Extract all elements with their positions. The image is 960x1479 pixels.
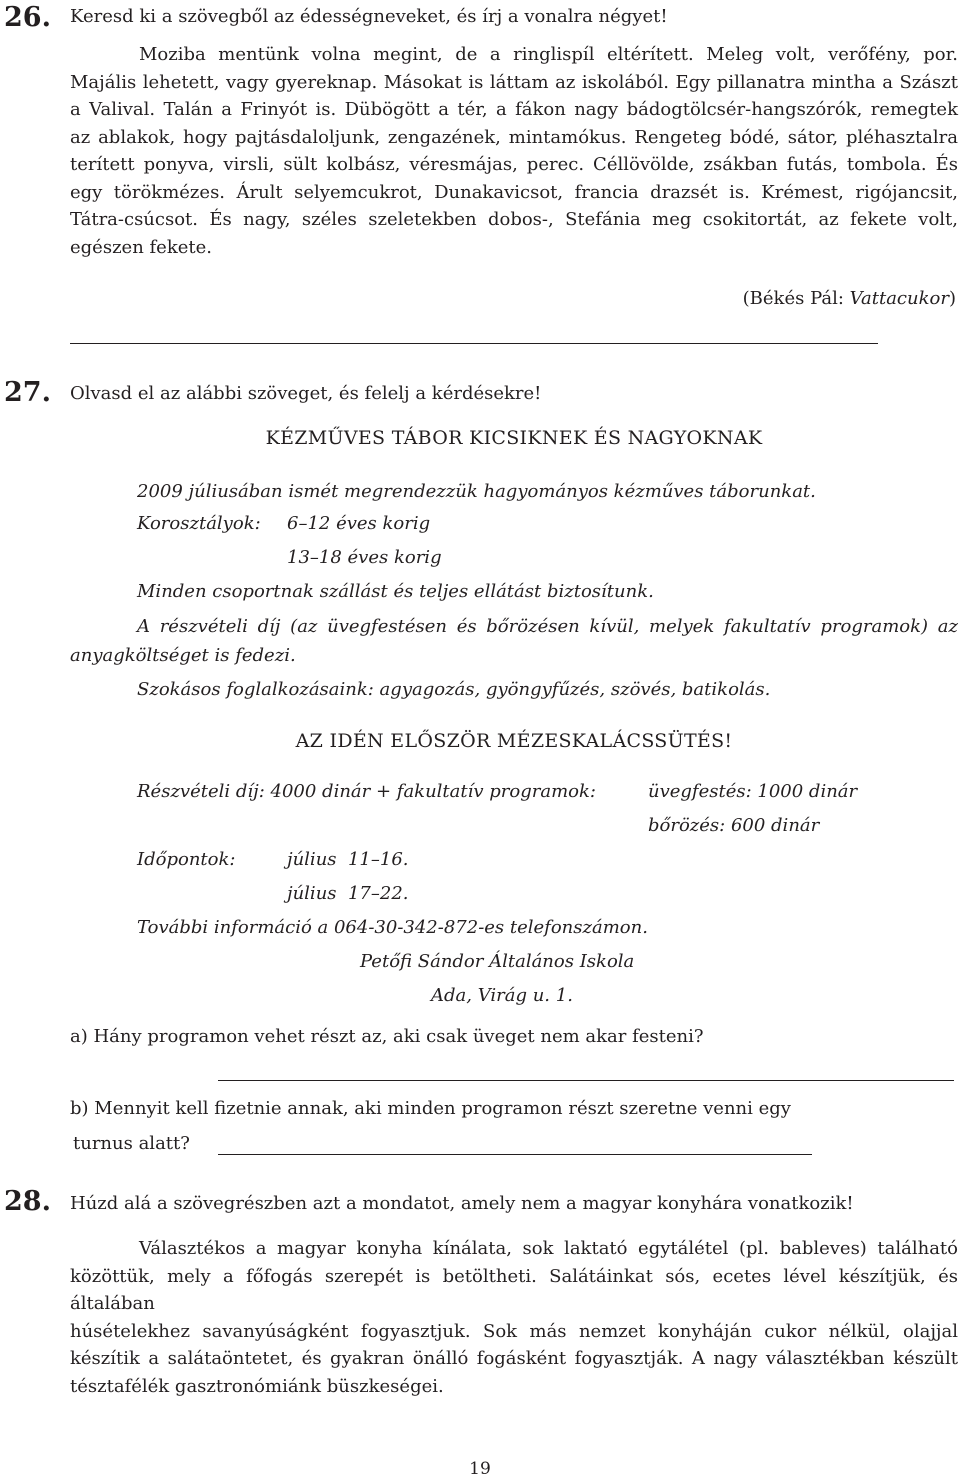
exercise-28-passage <box>70 1235 958 1400</box>
passage-line: az ablakok, hogy pajtásdaloljunk, zengazének, mintamókus. Rengeteg bódé, sátor, pléhasztalra <box>70 126 958 148</box>
passage-line: egy törökmézes. Árult selyemcukrot, Dunakavicsot, francia drazsét is. Krémest, rigójancsit, <box>70 181 958 203</box>
answer-line-26[interactable] <box>70 343 878 344</box>
question-b-line-2: turnus alatt? <box>73 1133 190 1154</box>
source-title: Vattacukor <box>849 288 949 309</box>
flyer-lodging: Minden csoportnak szállást és teljes ellátást biztosítunk. <box>137 581 654 602</box>
passage-line: Moziba mentünk volna megint, de a ringlispíl eltérített. Meleg volt, verőfény, por. <box>139 44 958 65</box>
passage-line[interactable]: közöttük, mely a főfogás szerepét is betöltheti. Salátáinkat sós, ecetes lével készítjük, és általában <box>70 1265 958 1314</box>
passage-line[interactable]: tésztafélék gasztronómiánk büszkeségei. <box>70 1375 444 1397</box>
source-author: (Békés Pál: <box>742 288 850 309</box>
optional-fee-leatherwork: bőrözés: 600 dinár <box>648 815 820 836</box>
passage-line[interactable]: húsételekhez savanyúságként fogyasztjuk. Sok más nemzet konyháján cukor nélkül, olajjal <box>70 1320 958 1342</box>
answer-line-a[interactable] <box>218 1080 954 1081</box>
exercise-26-passage <box>70 41 958 261</box>
passage-source <box>743 288 956 310</box>
flyer-heading: KÉZMŰVES TÁBOR KICSIKNEK ÉS NAGYOKNAK <box>265 427 763 449</box>
flyer-highlight: AZ IDÉN ELŐSZÖR MÉZESKALÁCSSÜTÉS! <box>295 730 733 752</box>
source-close: ) <box>948 288 956 309</box>
exercise-28-instruction: Húzd alá a szövegrészben azt a mondatot, amely nem a magyar konyhára vonatkozik! <box>70 1193 854 1214</box>
exercise-number-26: 26. <box>4 2 51 33</box>
exercise-26-instruction: Keresd ki a szövegből az édességneveket, és írj a vonalra négyet! <box>70 6 668 27</box>
exercise-number-27: 27. <box>4 377 51 408</box>
flyer-activities: Szokásos foglalkozásaink: agyagozás, gyöngyfűzés, szövés, batikolás. <box>137 679 771 700</box>
page-number: 19 <box>469 1459 491 1479</box>
date-session-2: július 17–22. <box>287 883 409 904</box>
flyer-intro: 2009 júliusában ismét megrendezzük hagyományos kézműves táborunkat. <box>137 481 816 502</box>
flyer-fee-note-line-1: A részvételi díj (az üvegfestésen és bőrözésen kívül, melyek fakultatív programok) az <box>137 616 958 637</box>
optional-fee-glass-painting: üvegfestés: 1000 dinár <box>648 781 858 802</box>
dates-label: Időpontok: <box>137 849 236 870</box>
exercise-27-instruction: Olvasd el az alábbi szöveget, és felelj a kérdésekre! <box>70 383 542 404</box>
passage-line[interactable]: Választékos a magyar konyha kínálata, sok laktató egytálétel (pl. bableves) található <box>139 1238 958 1259</box>
date-session-1: július 11–16. <box>287 849 409 870</box>
fee-label: Részvételi díj: 4000 dinár + fakultatív programok: <box>137 781 596 802</box>
passage-line: egészen fekete. <box>70 236 212 258</box>
age-group-2: 13–18 éves korig <box>287 547 442 568</box>
question-a: a) Hány programon vehet részt az, aki csak üveget nem akar festeni? <box>70 1026 704 1047</box>
flyer-fee-note-line-2: anyagköltséget is fedezi. <box>70 645 296 666</box>
age-group-1: 6–12 éves korig <box>287 513 431 534</box>
school-address: Ada, Virág u. 1. <box>431 985 573 1006</box>
school-name: Petőfi Sándor Általános Iskola <box>360 951 635 972</box>
passage-line[interactable]: készítik a salátaöntetet, és gyakran önálló fogásként fogyasztják. A nagy választékban készült <box>70 1348 958 1369</box>
passage-line: a Valival. Talán a Frinyót is. Dübögött a tér, a fákon nagy bádogtölcsér-hangszórók, remegtek <box>70 99 958 120</box>
passage-line: terített ponyva, virsli, sült kolbász, véresmájas, perec. Céllövölde, zsákban futás, tombola. És <box>70 154 958 175</box>
exercise-number-28: 28. <box>4 1186 51 1217</box>
contact-info: További információ a 064-30-342-872-es telefonszámon. <box>137 917 648 938</box>
passage-line: Majális lehetett, vagy gyereknap. Másokat is láttam az iskolából. Egy pillanatra mintha a Szászt <box>70 71 958 93</box>
age-groups-label: Korosztályok: <box>137 513 261 534</box>
passage-line: Tátra-csúcsot. És nagy, széles szeletekben dobos-, Stefánia meg csokitortát, az fekete volt, <box>70 209 958 230</box>
question-b-line-1: b) Mennyit kell fizetnie annak, aki minden programon részt szeretne venni egy <box>70 1098 791 1119</box>
answer-line-b[interactable] <box>218 1154 812 1155</box>
